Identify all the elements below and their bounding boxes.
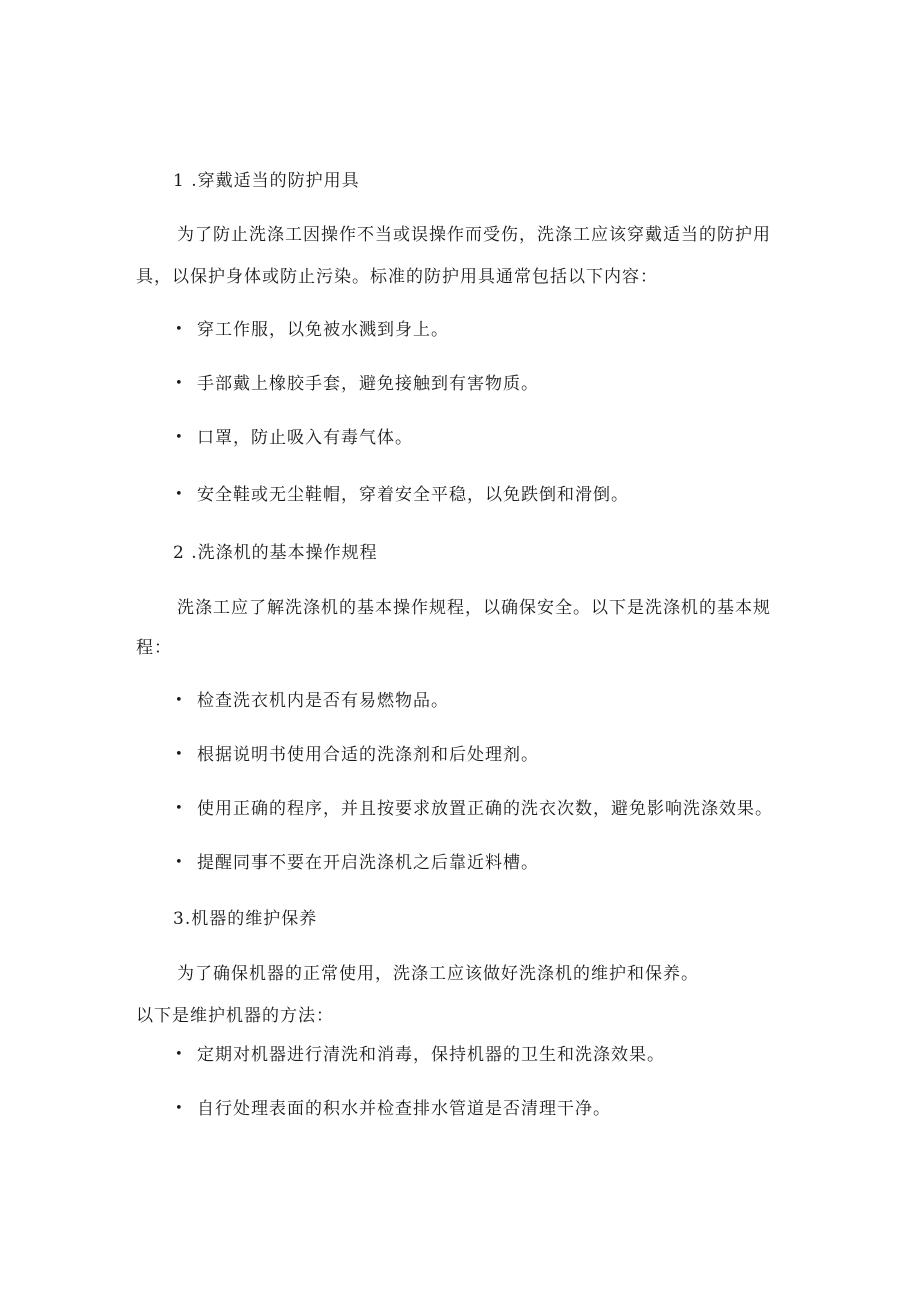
list-item: • 口罩，防止吸入有毒气体。 (175, 428, 413, 448)
section-2-heading: 2 .洗涤机的基本操作规程 (173, 543, 378, 563)
bullet-icon: • (175, 801, 184, 816)
bullet-icon: • (175, 487, 184, 502)
bullet-icon: • (175, 1101, 184, 1116)
section-3-heading: 3.机器的维护保养 (173, 909, 318, 929)
section-1-paragraph-line1: 为了防止洗涤工因操作不当或误操作而受伤，洗涤工应该穿戴适当的防护用 (177, 225, 771, 245)
section-2-paragraph-line2: 程： (136, 638, 172, 658)
bullet-icon: • (175, 430, 184, 445)
bullet-icon: • (175, 322, 184, 337)
section-2-paragraph-line1: 洗涤工应了解洗涤机的基本操作规程，以确保安全。以下是洗涤机的基本规 (177, 598, 771, 618)
bullet-icon: • (175, 747, 184, 762)
list-item: • 安全鞋或无尘鞋帽，穿着安全平稳，以免跌倒和滑倒。 (175, 485, 629, 505)
list-item: • 自行处理表面的积水并检查排水管道是否清理干净。 (175, 1099, 611, 1119)
bullet-icon: • (175, 1047, 184, 1062)
bullet-icon: • (175, 855, 184, 870)
list-item: • 提醒同事不要在开启洗涤机之后靠近料槽。 (175, 853, 539, 873)
section-1-heading: 1 .穿戴适当的防护用具 (173, 171, 360, 191)
list-item: • 使用正确的程序，并且按要求放置正确的洗衣次数，避免影响洗涤效果。 (175, 799, 773, 819)
bullet-icon: • (175, 693, 184, 708)
list-item: • 定期对机器进行清洗和消毒，保持机器的卫生和洗涤效果。 (175, 1045, 665, 1065)
list-item: • 检查洗衣机内是否有易燃物品。 (175, 691, 449, 711)
list-item: • 穿工作服，以免被水溅到身上。 (175, 320, 449, 340)
list-item: • 手部戴上橡胶手套，避免接触到有害物质。 (175, 374, 539, 394)
section-3-paragraph-line2: 以下是维护机器的方法： (136, 1006, 334, 1026)
list-item: • 根据说明书使用合适的洗涤剂和后处理剂。 (175, 745, 539, 765)
bullet-icon: • (175, 376, 184, 391)
section-1-paragraph-line2: 具，以保护身体或防止污染。标准的防护用具通常包括以下内容： (136, 267, 658, 287)
section-3-paragraph-line1: 为了确保机器的正常使用，洗涤工应该做好洗涤机的维护和保养。 (177, 964, 699, 984)
